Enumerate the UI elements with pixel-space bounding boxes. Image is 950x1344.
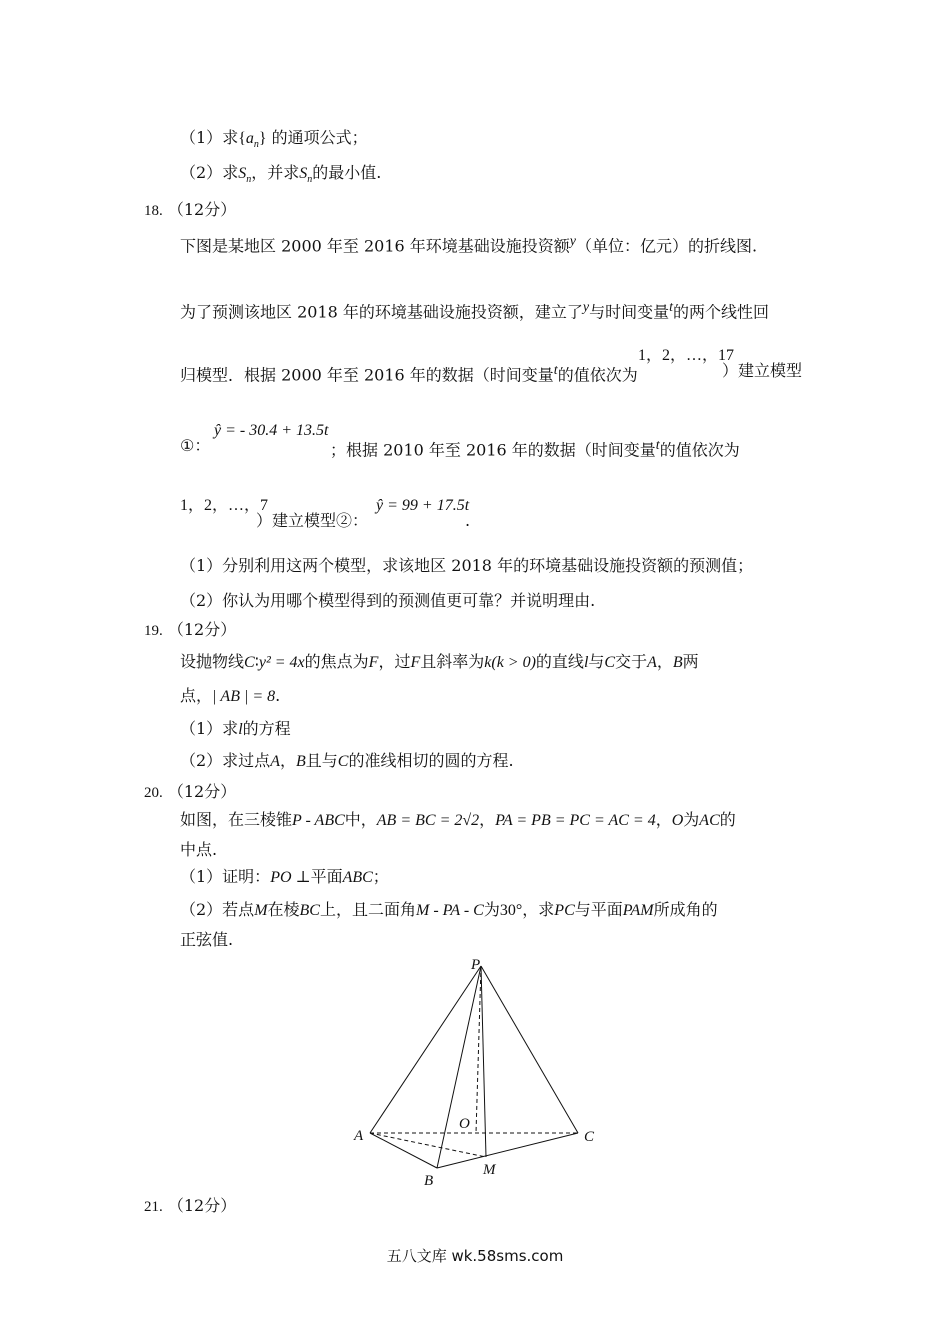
q18-model2-formula: ŷ = 99 + 17.5t — [376, 497, 470, 514]
label-C: C — [584, 1129, 595, 1145]
q18-part2: （2）你认为用哪个模型得到的预测值更可靠？并说明理由. — [180, 591, 596, 610]
q20-line2: 中点. — [180, 840, 218, 859]
edge-PC — [481, 966, 578, 1133]
label-B: B — [424, 1173, 434, 1189]
q18-para3-end: ）建立模型 — [722, 361, 803, 380]
q20-line1: 如图，在三棱锥P - ABC中，AB = BC = 2√2，PA = PB = PC = AC = 4，O为AC的 — [180, 810, 736, 829]
q18-model1-post: ；根据 2010 年至 2016 年的数据（时间变量$^t$的值依次为 — [330, 438, 740, 460]
edge-PA — [370, 966, 481, 1133]
q19-line1: 设抛物线C∶y² = 4x的焦点为F，过F且斜率为k(k > 0)的直线l与C交于A，B两 — [180, 652, 699, 671]
label-M: M — [483, 1162, 496, 1178]
q17-part1: （1）求$\{a_n\}$ 的通项公式； — [180, 128, 368, 151]
q20-part2: （2）若点M在棱BC上，且二面角M - PA - C为30°，求PC与平面PAM所成角的 — [180, 900, 718, 919]
q19-header: 19. （12分） — [144, 620, 237, 639]
edge-PB — [437, 966, 481, 1168]
label-P: P — [471, 957, 481, 973]
q18-seq-7: 1，2，…，7 — [180, 497, 269, 514]
q18-para2: 为了预测该地区 2018 年的环境基础设施投资额，建立了$^y$与时间变量$^t$的两个线性回 — [180, 300, 770, 322]
q20-header: 20. （12分） — [144, 782, 237, 801]
q18-model2-end: . — [465, 511, 471, 530]
label-O: O — [459, 1116, 470, 1132]
q18-intro: 下图是某地区 2000 年至 2016 年环境基础设施投资额$^y$（单位：亿元）的折线图. — [180, 234, 758, 256]
edge-AM-dashed — [370, 1133, 486, 1157]
footer-watermark: 五八文库 wk.58sms.com — [386, 1247, 564, 1265]
q18-model2-label: ）建立模型②： — [256, 511, 369, 530]
edge-BC — [437, 1133, 578, 1168]
q19-part1: （1）求l的方程 — [180, 719, 291, 738]
q18-para3: 归模型．根据 2000 年至 2016 年的数据（时间变量$^t$的值依次为 — [180, 363, 638, 385]
q18-model1-label: ①： — [180, 436, 211, 455]
q18-model1-formula: ŷ = - 30.4 + 13.5t — [214, 422, 329, 439]
q18-part1: （1）分别利用这两个模型，求该地区 2018 年的环境基础设施投资额的预测值； — [180, 556, 754, 575]
edge-PO-dashed — [476, 966, 481, 1133]
label-A: A — [354, 1128, 364, 1144]
q19-part2: （2）求过点A，B且与C的准线相切的圆的方程. — [180, 751, 514, 770]
q19-line2: 点，| AB | = 8. — [180, 686, 281, 705]
q18-seq-17: 1，2，…，17 — [638, 347, 735, 364]
edge-PM — [481, 966, 486, 1157]
q18-header: 18. （12分） — [144, 200, 237, 219]
q17-part2: （2）求$S_n$，并求$S_n$的最小值. — [180, 163, 382, 186]
q20-part1: （1）证明：PO ⊥平面ABC； — [180, 867, 389, 886]
edge-AB — [370, 1133, 437, 1168]
q20-part2-line2: 正弦值. — [180, 930, 234, 949]
q21-header: 21. （12分） — [144, 1196, 237, 1215]
